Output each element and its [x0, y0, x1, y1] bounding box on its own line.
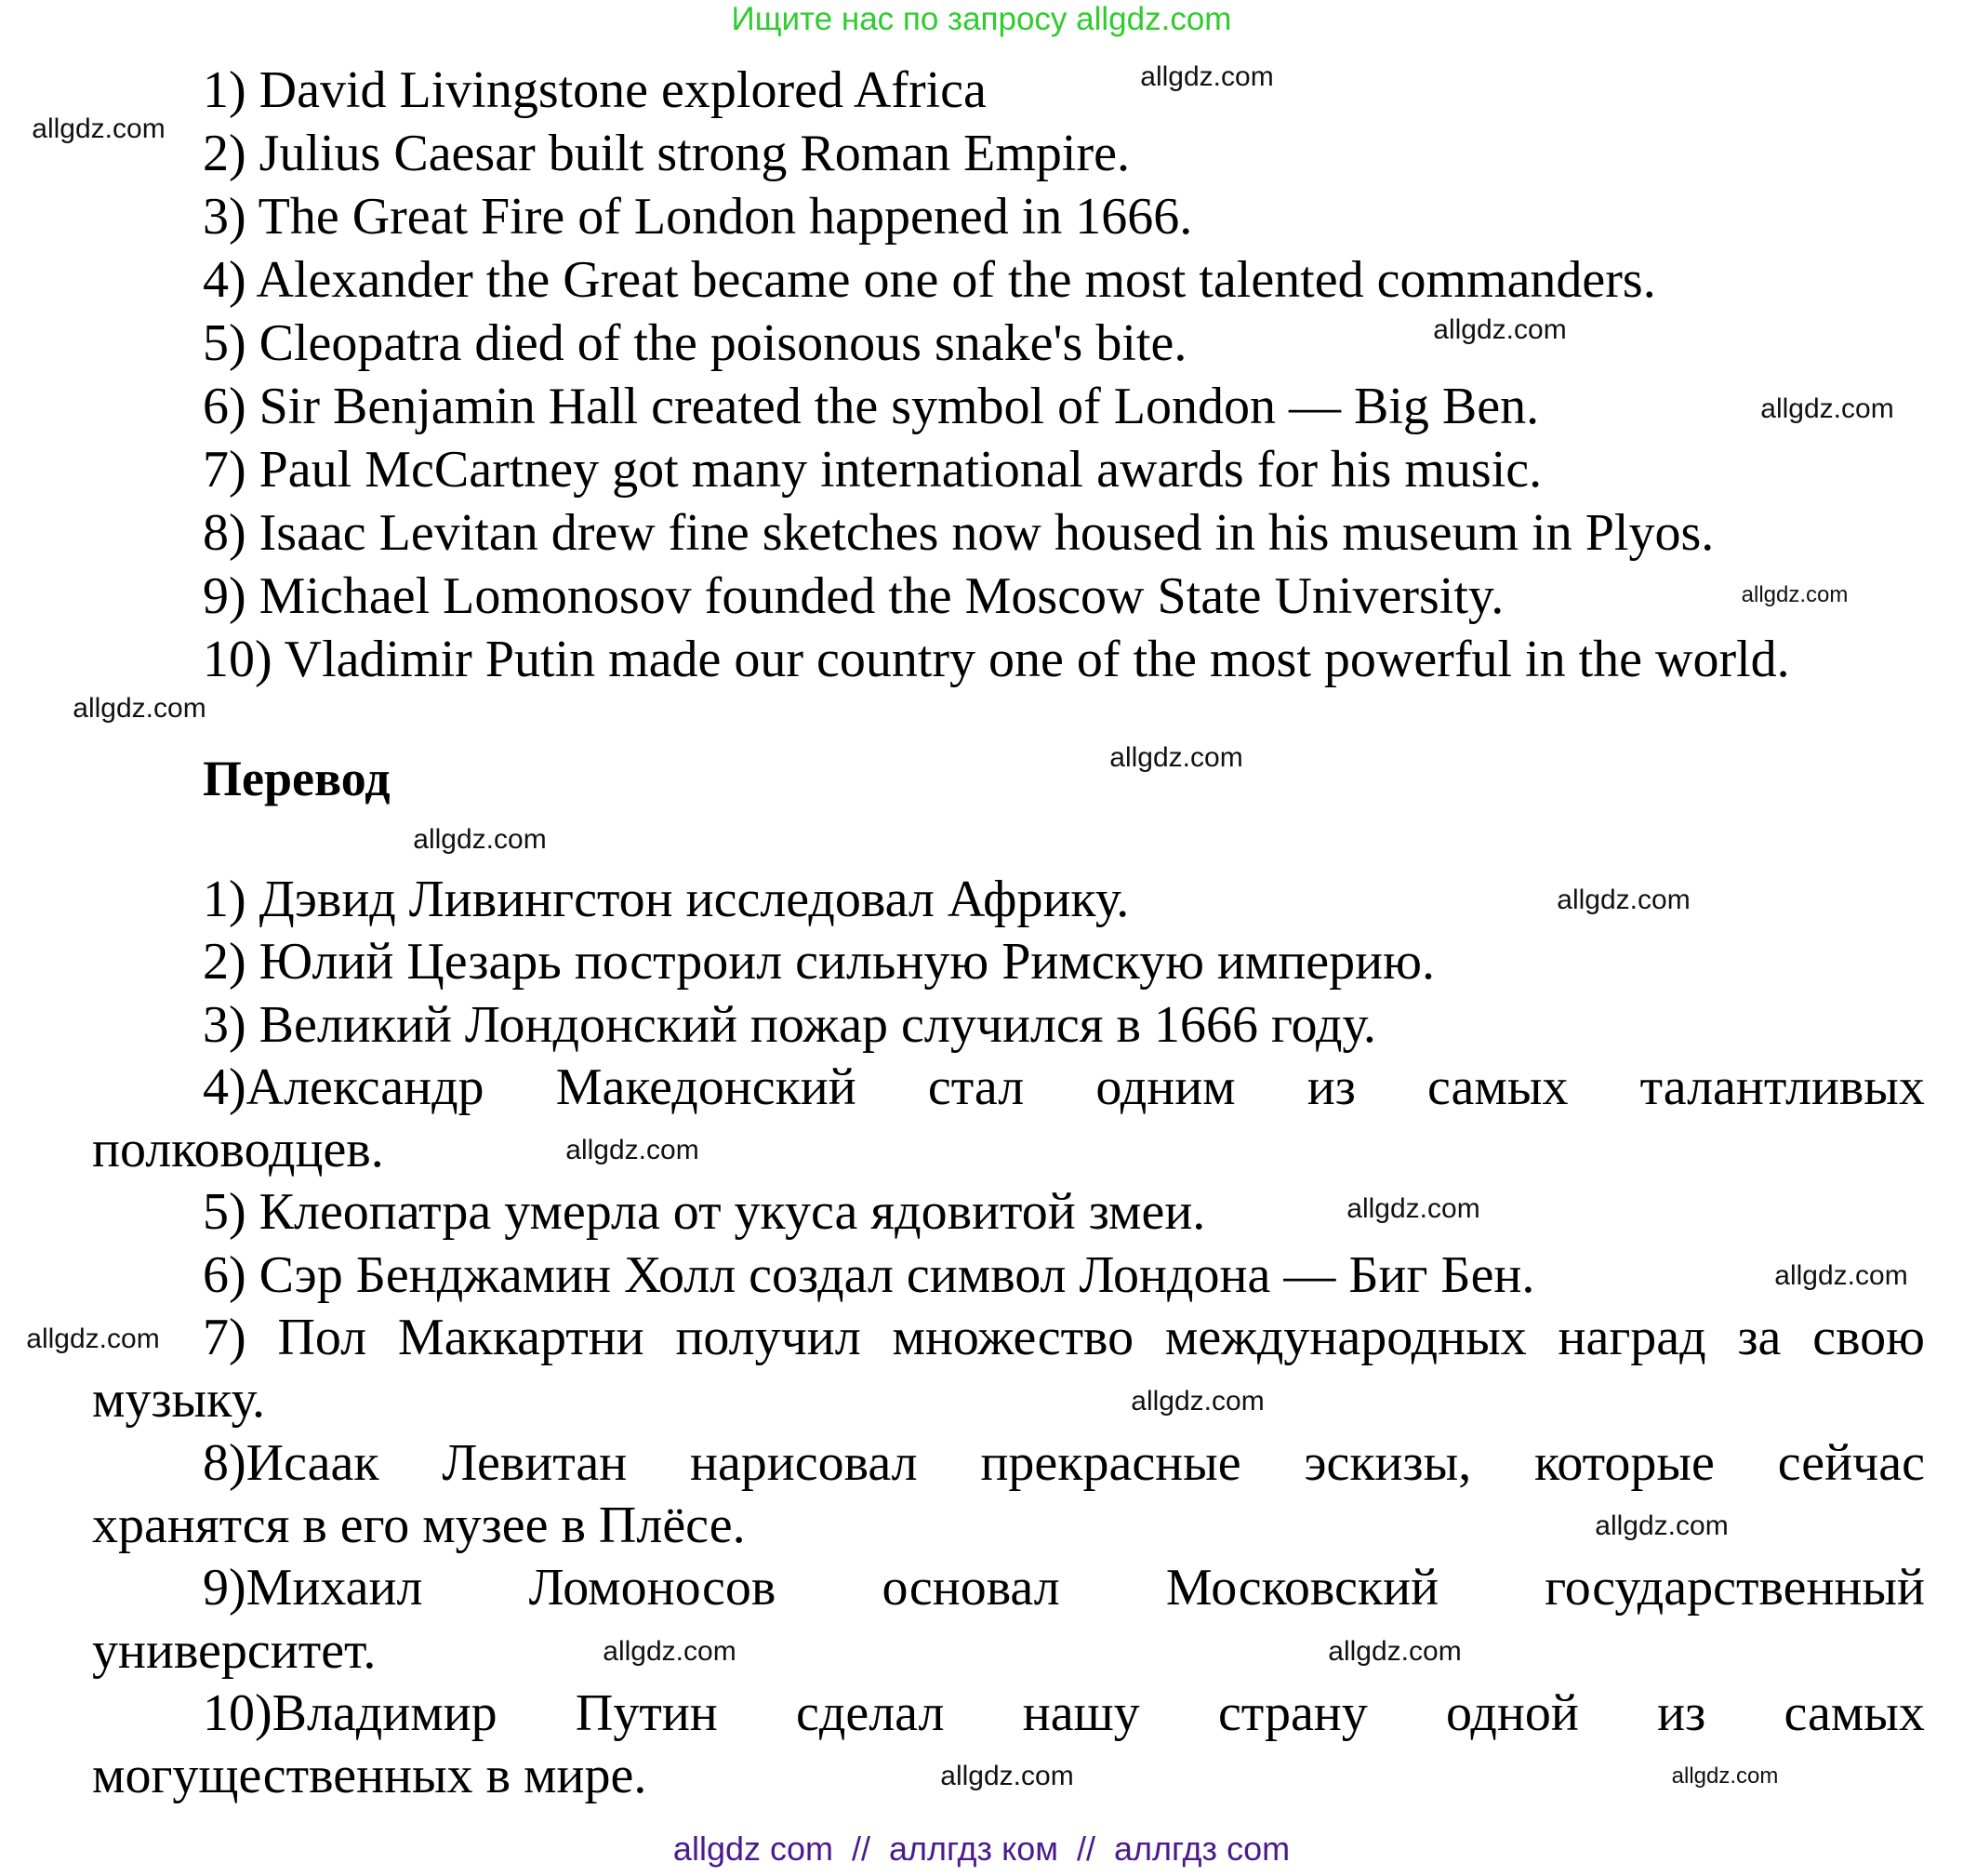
translation-line-continuation: могущественных в мире. [92, 1747, 647, 1805]
word: получил [675, 1309, 861, 1367]
answer-line: 4) Alexander the Great became one of the most talented commanders. [203, 251, 1656, 309]
word: из [1657, 1683, 1706, 1742]
word: нарисовал [689, 1433, 918, 1492]
translation-line-continuation: музыку. [92, 1371, 265, 1430]
word: Ломоносов [528, 1559, 776, 1617]
english-answers [203, 59, 1790, 691]
translation-line [92, 1557, 1925, 1683]
watermark: allgdz.com [1346, 1193, 1480, 1224]
translation-heading: Перевод [203, 751, 391, 806]
word: одним [1095, 1058, 1236, 1116]
word: 8)Исаак [203, 1433, 379, 1492]
search-banner: Ищите нас по запросу allgdz.com [731, 1, 1232, 37]
watermark: allgdz.com [32, 113, 166, 144]
word: Путин [575, 1683, 718, 1742]
word: стал [927, 1058, 1025, 1116]
watermark: allgdz.com [413, 824, 547, 855]
watermark: allgdz.com [1109, 742, 1243, 773]
russian-translation [92, 869, 1925, 1807]
footer-links: allgdz com // аллгдз ком // аллгдз com [672, 1829, 1291, 1868]
watermark: allgdz.com [1433, 314, 1567, 345]
translation-line: 3) Великий Лондонский пожар случился в 1666 году. [203, 995, 1376, 1054]
word: которые [1534, 1433, 1715, 1492]
translation-line-first [203, 1683, 1925, 1745]
word: за [1737, 1309, 1782, 1367]
word: эскизы, [1304, 1433, 1472, 1492]
word: государственный [1545, 1559, 1925, 1617]
translation-line [92, 1057, 1925, 1182]
answer-line: 2) Julius Caesar built strong Roman Empire. [203, 125, 1130, 182]
answer-line: 5) Cleopatra died of the poisonous snake's bite. [203, 314, 1187, 372]
watermark: allgdz.com [1774, 1260, 1908, 1291]
word: из [1306, 1058, 1356, 1116]
word: сейчас [1777, 1433, 1925, 1492]
word: свою [1812, 1309, 1925, 1367]
word: основал [882, 1559, 1060, 1617]
watermark: allgdz.com [1328, 1636, 1462, 1667]
word: сделал [796, 1683, 945, 1742]
translation-line: 2) Юлий Цезарь построил сильную Римскую империю. [203, 933, 1435, 991]
translation-line: 1) Дэвид Ливингстон исследовал Африку. [203, 871, 1130, 928]
word: Пол [277, 1309, 367, 1367]
watermark: allgdz.com [1760, 393, 1894, 424]
word: международных [1164, 1309, 1527, 1367]
translation-line-continuation: университет. [92, 1621, 377, 1680]
answer-line: 6) Sir Benjamin Hall created the symbol of London — Big Ben. [203, 378, 1540, 435]
translation-line-first [203, 1307, 1925, 1369]
word: талантливых [1639, 1058, 1925, 1116]
watermark: allgdz.com [1131, 1386, 1265, 1417]
word: нашу [1022, 1683, 1140, 1742]
watermark: allgdz.com [1671, 1763, 1779, 1789]
watermark: allgdz.com [26, 1324, 160, 1354]
answer-line: 10) Vladimir Putin made our country one of the most powerful in the world. [203, 631, 1790, 688]
word: 4)Александр [203, 1058, 484, 1116]
answer-line: 7) Paul McCartney got many international awards for his music. [203, 441, 1543, 499]
word: 10)Владимир [203, 1683, 497, 1742]
word: Московский [1165, 1559, 1439, 1617]
watermark: allgdz.com [1140, 61, 1274, 92]
translation-line-continuation: полководцев. [92, 1121, 384, 1179]
watermark: allgdz.com [73, 693, 206, 724]
translation-line: 5) Клеопатра умерла от укуса ядовитой змеи. [203, 1183, 1206, 1242]
watermark: allgdz.com [565, 1135, 699, 1165]
translation-line: 6) Сэр Бенджамин Холл создал символ Лондона — Биг Бен. [203, 1245, 1535, 1304]
translation-line-continuation: хранятся в его музее в Плёсе. [92, 1496, 746, 1554]
word: самых [1426, 1058, 1569, 1116]
word: страну [1217, 1683, 1368, 1742]
word: Маккартни [397, 1309, 644, 1367]
word: 7) [203, 1309, 246, 1367]
watermark: allgdz.com [1741, 582, 1849, 607]
word: Левитан [442, 1433, 628, 1492]
watermark: allgdz.com [940, 1761, 1074, 1791]
answer-line: 1) David Livingstone explored Africa [203, 61, 987, 119]
answer-line: 9) Michael Lomonosov founded the Moscow State University. [203, 567, 1505, 625]
translation-line-first [203, 1057, 1925, 1119]
watermark: allgdz.com [1595, 1510, 1729, 1541]
watermark: allgdz.com [603, 1636, 736, 1667]
answer-line: 8) Isaac Levitan drew fine sketches now housed in his museum in Plyos. [203, 504, 1715, 562]
translation-line-first [203, 1432, 1925, 1495]
translation-line-first [203, 1557, 1925, 1619]
watermark: allgdz.com [1557, 885, 1691, 915]
word: множество [892, 1309, 1134, 1367]
word: Македонский [555, 1058, 856, 1116]
word: 9)Михаил [203, 1559, 423, 1617]
answer-line: 3) The Great Fire of London happened in 1666. [203, 188, 1193, 246]
word: наград [1558, 1309, 1706, 1367]
translation-line [92, 1307, 1925, 1432]
word: одной [1446, 1683, 1579, 1742]
word: прекрасные [980, 1433, 1241, 1492]
word: самых [1784, 1683, 1925, 1742]
